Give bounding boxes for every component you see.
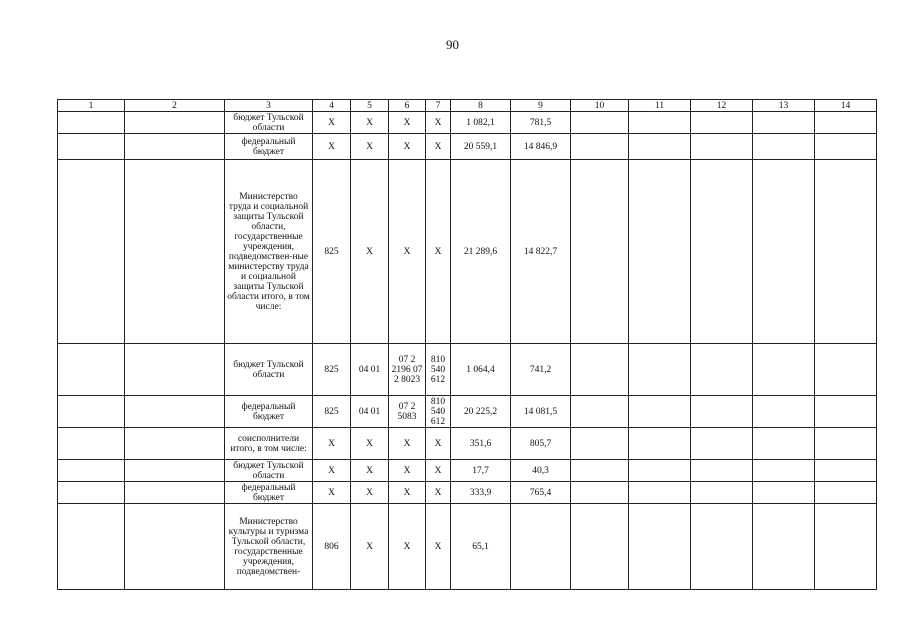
page-number: 90 [446,37,459,52]
cell-empty [691,344,753,396]
table-row [58,482,877,504]
cell-code: Х [351,482,389,504]
cell-empty [571,112,629,134]
cell-empty [691,428,753,460]
cell-empty [691,160,753,344]
cell-empty [629,160,691,344]
column-header: 8 [451,100,511,112]
cell-empty [815,504,877,590]
cell-empty [815,134,877,160]
table-row [58,134,877,160]
cell-amount: 20 225,2 [451,396,511,428]
cell-amount: 805,7 [511,428,571,460]
cell-amount [511,504,571,590]
cell-empty [125,428,225,460]
cell-code: Х [389,134,426,160]
cell-code: 825 [313,344,351,396]
cell-empty [58,460,125,482]
cell-empty [629,344,691,396]
cell-amount: 40,3 [511,460,571,482]
cell-empty [58,482,125,504]
cell-amount: 14 846,9 [511,134,571,160]
cell-empty [58,428,125,460]
cell-empty [629,112,691,134]
cell-empty [629,396,691,428]
cell-empty [691,112,753,134]
cell-code: Х [389,504,426,590]
cell-amount: 17,7 [451,460,511,482]
cell-empty [571,160,629,344]
cell-code: Х [389,482,426,504]
column-header: 9 [511,100,571,112]
cell-empty [571,396,629,428]
column-header: 2 [125,100,225,112]
cell-code: Х [389,428,426,460]
cell-amount: 765,4 [511,482,571,504]
cell-empty [753,112,815,134]
column-header: 11 [629,100,691,112]
cell-empty [58,396,125,428]
cell-code: 04 01 [351,344,389,396]
cell-empty [815,344,877,396]
cell-source: соисполнители итого, в том числе: [225,428,313,460]
cell-code: Х [351,112,389,134]
cell-empty [815,396,877,428]
cell-empty [629,428,691,460]
column-header: 5 [351,100,389,112]
cell-amount: 65,1 [451,504,511,590]
cell-empty [629,460,691,482]
cell-empty [125,504,225,590]
cell-empty [753,482,815,504]
cell-empty [571,428,629,460]
cell-empty [125,460,225,482]
cell-source: Министерство культуры и туризма Тульской области, государственные учреждения, подведомствен- [225,504,313,590]
cell-empty [815,482,877,504]
cell-empty [125,396,225,428]
cell-amount: 20 559,1 [451,134,511,160]
cell-empty [691,134,753,160]
column-header: 10 [571,100,629,112]
cell-empty [58,112,125,134]
column-header: 13 [753,100,815,112]
cell-amount: 14 081,5 [511,396,571,428]
cell-source: бюджет Тульской области [225,344,313,396]
column-header: 3 [225,100,313,112]
cell-empty [571,134,629,160]
cell-code: 810 540 612 [426,344,451,396]
cell-code: Х [426,482,451,504]
cell-source: федеральный бюджет [225,396,313,428]
cell-code: Х [313,482,351,504]
cell-empty [571,460,629,482]
cell-code: Х [313,134,351,160]
cell-empty [58,160,125,344]
column-header: 6 [389,100,426,112]
cell-amount: 1 064,4 [451,344,511,396]
cell-source: федеральный бюджет [225,482,313,504]
cell-code: Х [426,112,451,134]
cell-amount: 1 082,1 [451,112,511,134]
cell-code: Х [351,134,389,160]
cell-empty [691,460,753,482]
cell-empty [571,504,629,590]
cell-source: бюджет Тульской области [225,460,313,482]
cell-code: Х [426,504,451,590]
cell-empty [815,112,877,134]
cell-code: Х [426,160,451,344]
cell-empty [629,134,691,160]
cell-code: Х [389,112,426,134]
table-row [58,112,877,134]
cell-empty [815,428,877,460]
column-header: 1 [58,100,125,112]
cell-code: Х [426,460,451,482]
budget-table [57,99,877,590]
cell-empty [125,160,225,344]
table-row [58,160,877,344]
cell-code: Х [389,160,426,344]
cell-amount: 21 289,6 [451,160,511,344]
cell-empty [815,160,877,344]
cell-empty [125,344,225,396]
cell-code: 07 2 2196 07 2 8023 [389,344,426,396]
cell-empty [571,482,629,504]
cell-empty [125,482,225,504]
table-row [58,344,877,396]
cell-code: 825 [313,160,351,344]
cell-empty [125,112,225,134]
cell-empty [58,504,125,590]
table-row [58,428,877,460]
cell-source: Министерство труда и социальной защиты Тульской области, государственные учреждения, подведомствен-ные министерству труда и социальной защиты Тульской области итого, в том числе: [225,160,313,344]
column-header: 14 [815,100,877,112]
cell-empty [58,134,125,160]
cell-empty [691,482,753,504]
cell-empty [753,134,815,160]
cell-code: Х [313,112,351,134]
cell-code: 806 [313,504,351,590]
cell-code: Х [351,160,389,344]
table-row [58,396,877,428]
header-row [58,100,877,112]
cell-source: бюджет Тульской области [225,112,313,134]
cell-amount: 741,2 [511,344,571,396]
cell-amount: 351,6 [451,428,511,460]
cell-empty [691,504,753,590]
cell-code: Х [351,428,389,460]
cell-empty [753,460,815,482]
cell-code: Х [313,428,351,460]
cell-empty [753,428,815,460]
cell-amount: 333,9 [451,482,511,504]
cell-source: федеральный бюджет [225,134,313,160]
cell-code: Х [313,460,351,482]
cell-code: 825 [313,396,351,428]
cell-empty [691,396,753,428]
cell-empty [753,504,815,590]
cell-empty [753,160,815,344]
cell-code: Х [426,134,451,160]
table-row [58,460,877,482]
cell-empty [815,460,877,482]
cell-code: 04 01 [351,396,389,428]
column-header: 12 [691,100,753,112]
cell-empty [58,344,125,396]
cell-amount: 14 822,7 [511,160,571,344]
cell-code: 07 2 5083 [389,396,426,428]
cell-code: 810 540 612 [426,396,451,428]
cell-empty [629,504,691,590]
column-header: 7 [426,100,451,112]
cell-code: Х [351,460,389,482]
cell-empty [753,396,815,428]
column-header: 4 [313,100,351,112]
cell-code: Х [351,504,389,590]
cell-empty [125,134,225,160]
table-row [58,504,877,590]
cell-empty [571,344,629,396]
cell-empty [629,482,691,504]
cell-empty [753,344,815,396]
cell-code: Х [389,460,426,482]
cell-amount: 781,5 [511,112,571,134]
cell-code: Х [426,428,451,460]
